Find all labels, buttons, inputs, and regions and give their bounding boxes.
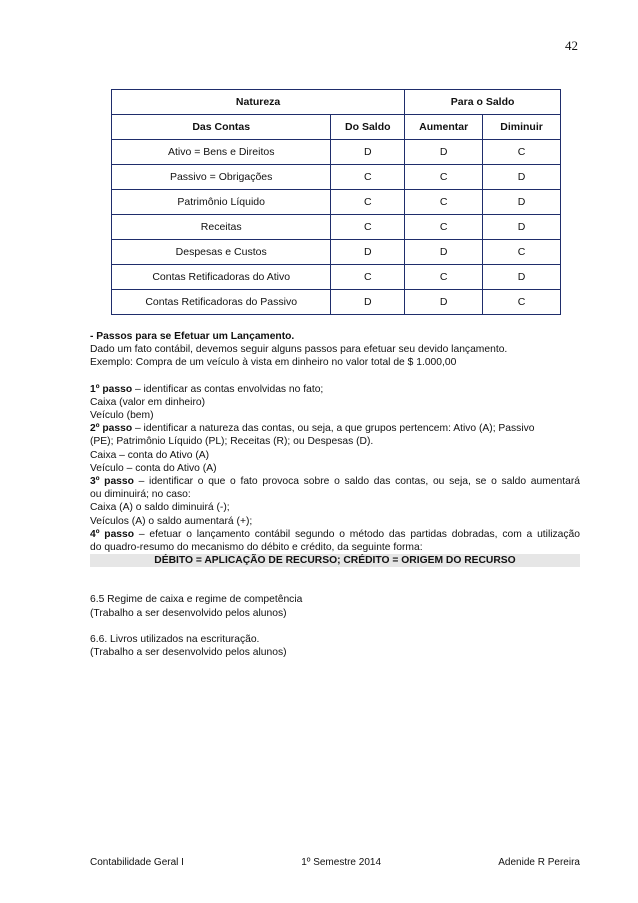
table-cell: C <box>405 190 483 215</box>
section-6-6-note: (Trabalho a ser desenvolvido pelos alunos) <box>90 647 287 659</box>
header-para-o-saldo: Para o Saldo <box>405 90 561 115</box>
footer-author: Adenide R Pereira <box>498 857 580 868</box>
natureza-table <box>111 89 561 315</box>
passo-2-line-1: Caixa – conta do Ativo (A) <box>90 449 210 461</box>
passo-3-text-b: ou diminuirá; no caso: <box>90 489 191 501</box>
passos-exemplo: Exemplo: Compra de um veículo à vista em dinheiro no valor total de $ 1.000,00 <box>90 357 457 369</box>
table-cell: D <box>483 265 561 290</box>
table-row <box>112 265 561 290</box>
section-6-6-title: 6.6. Livros utilizados na escrituração. <box>90 633 260 645</box>
passo-1-line-2: Veículo (bem) <box>90 410 154 422</box>
passo-2-text-a: – identificar a natureza das contas, ou seja, a que grupos pertencem: Ativo (A); Passivo <box>132 423 535 435</box>
table-cell: C <box>483 240 561 265</box>
passo-3-label: 3º passo <box>90 476 134 488</box>
passo-4-text-a: – efetuar o lançamento contábil segundo o método das partidas dobradas, com a utilização <box>134 528 581 540</box>
table-row <box>112 165 561 190</box>
header-natureza: Natureza <box>112 90 405 115</box>
table-cell: C <box>331 265 405 290</box>
table-cell: Passivo = Obrigações <box>112 165 331 190</box>
column-aumentar: Aumentar <box>405 115 483 140</box>
passos-intro: Dado um fato contábil, devemos seguir alguns passos para efetuar seu devido lançamento. <box>90 344 508 356</box>
passo-3-line-2: Veículos (A) o saldo aumentará (+); <box>90 515 253 527</box>
passo-2-text-b: (PE); Patrimônio Líquido (PL); Receitas (R); ou Despesas (D). <box>90 436 374 448</box>
table-cell: C <box>483 290 561 315</box>
table-cell: Patrimônio Líquido <box>112 190 331 215</box>
table-cell: D <box>405 290 483 315</box>
table-cell: D <box>405 240 483 265</box>
column-diminuir: Diminuir <box>483 115 561 140</box>
column-das-contas: Das Contas <box>112 115 331 140</box>
table-cell: C <box>331 190 405 215</box>
page-number: 42 <box>565 38 578 53</box>
table-cell: C <box>483 140 561 165</box>
passo-2-label: 2º passo <box>90 423 133 435</box>
table-cell: C <box>331 215 405 240</box>
table-cell: Contas Retificadoras do Passivo <box>112 290 331 315</box>
table-cell: D <box>483 165 561 190</box>
table-cell: C <box>331 165 405 190</box>
table-cell: D <box>483 215 561 240</box>
section-6-5-note: (Trabalho a ser desenvolvido pelos alunos) <box>90 607 287 619</box>
table-cell: Despesas e Custos <box>112 240 331 265</box>
footer-course: Contabilidade Geral I <box>90 857 184 868</box>
table-header-row <box>112 90 561 115</box>
table-row <box>112 240 561 265</box>
table-cell: D <box>331 240 405 265</box>
passo-2-line-2: Veículo – conta do Ativo (A) <box>90 462 217 474</box>
table-cell: Ativo = Bens e Direitos <box>112 140 331 165</box>
page-footer <box>90 857 580 868</box>
passo-1-text: – identificar as contas envolvidas no fato; <box>132 383 324 395</box>
column-do-saldo: Do Saldo <box>331 115 405 140</box>
debito-credito-banner: DÉBITO = APLICAÇÃO DE RECURSO; CRÉDITO = ORIGEM DO RECURSO <box>90 554 580 567</box>
passo-1-line-1: Caixa (valor em dinheiro) <box>90 396 206 408</box>
passo-3-text-a: – identificar o que o fato provoca sobre o saldo das contas, ou seja, se o saldo aumentará <box>133 476 581 488</box>
table-cell: D <box>405 140 483 165</box>
table-cell: C <box>405 215 483 240</box>
table-cell: Contas Retificadoras do Ativo <box>112 265 331 290</box>
passo-4-text-b: do quadro-resumo do mecanismo do débito e crédito, da seguinte forma: <box>90 542 423 554</box>
table-subheader-row <box>112 115 561 140</box>
passo-4-label: 4º passo <box>90 528 135 540</box>
table-row <box>112 190 561 215</box>
table-cell: C <box>405 265 483 290</box>
footer-semester: 1º Semestre 2014 <box>301 857 382 868</box>
passo-3-line-1: Caixa (A) o saldo diminuirá (-); <box>90 502 230 514</box>
table-cell: C <box>405 165 483 190</box>
table-row <box>112 140 561 165</box>
table-cell: D <box>331 290 405 315</box>
section-6-5-title: 6.5 Regime de caixa e regime de competência <box>90 594 303 606</box>
passos-title: - Passos para se Efetuar um Lançamento. <box>90 331 295 342</box>
table-row <box>112 290 561 315</box>
table-row <box>112 215 561 240</box>
body-text <box>90 330 580 659</box>
table-cell: D <box>331 140 405 165</box>
passo-1-label: 1º passo <box>90 383 133 395</box>
table-cell: D <box>483 190 561 215</box>
table-cell: Receitas <box>112 215 331 240</box>
